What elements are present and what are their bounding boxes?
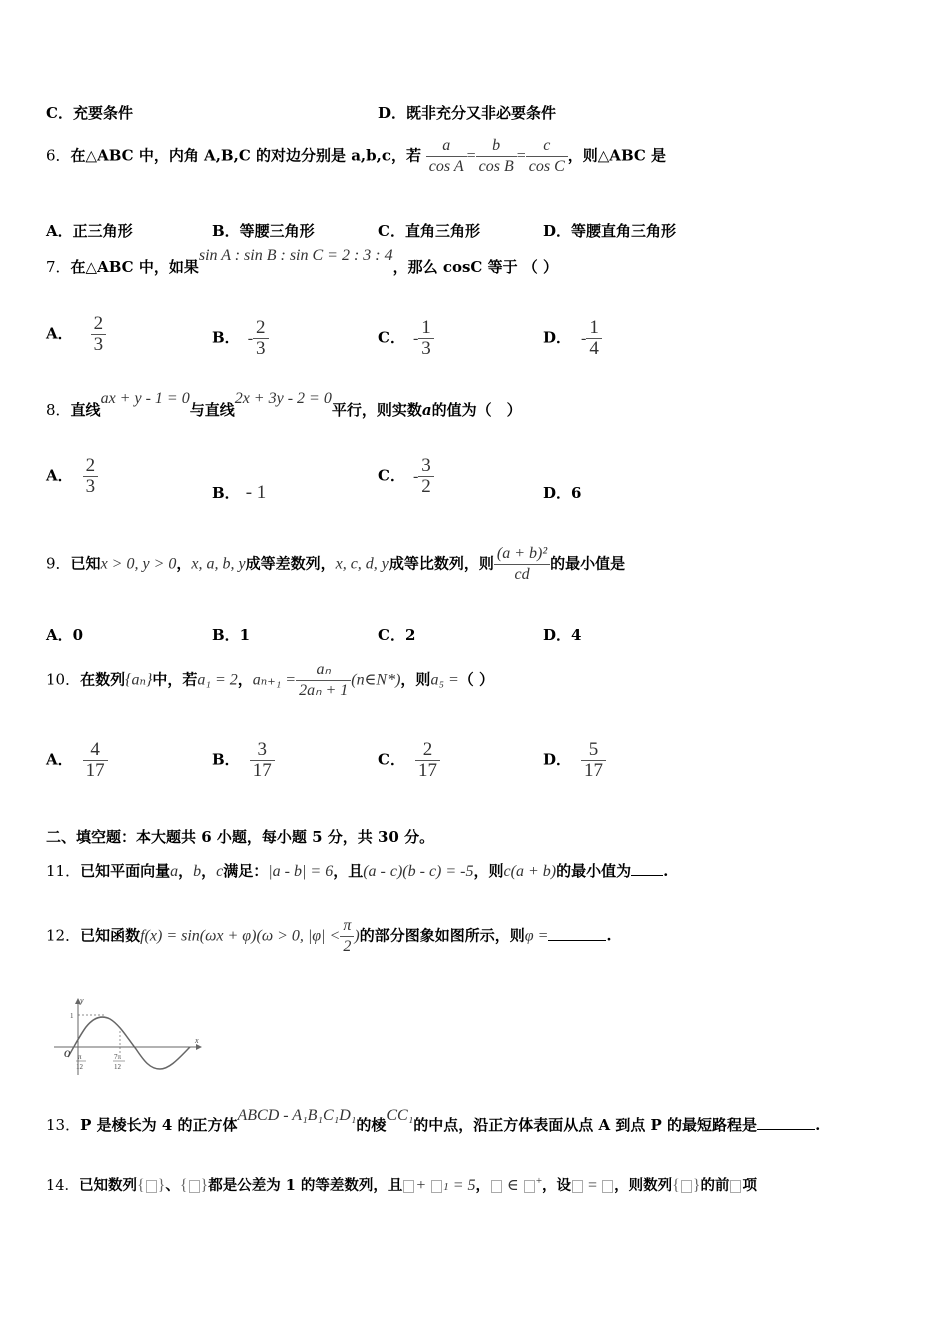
q12-answer-blank[interactable] bbox=[548, 940, 606, 941]
q8-option-b: B． - 1 bbox=[212, 482, 267, 503]
q10-option-a: A． $\frac{4}{17}$ bbox=[46, 740, 108, 781]
question-10: 10．在数列{aₙ}中，若a₁ = 2，aₙ₊₁ = $\frac{\text{aₙ}}{\text{2aₙ + 1}}$ (n∈N*)，则a₅ =（ ） bbox=[46, 661, 495, 699]
q9-option-b: B．1 bbox=[212, 626, 251, 644]
question-14: 14．已知数列{ }、{ }都是公差为 1 的等差数列，且 + 1 = 5， ∈ +，设 = ，则数列{ }的前 项 bbox=[46, 1175, 757, 1194]
q6-frac-a: $\frac{a}{\text{cos A}}$ bbox=[426, 136, 467, 177]
graph-y-label: y bbox=[80, 996, 84, 1005]
question-7: 7．在△ABC 中，如果sin A : sin B : sin C = 2 : 3 : 4，那么 cosC 等于 （ ） bbox=[46, 247, 559, 276]
question-11: 11．已知平面向量a，b，c满足：|a - b| = 6，且(a - c)(b - c) = -5，则c(a + b)的最小值为 . bbox=[46, 862, 669, 880]
q10-option-b: B． $\frac{3}{17}$ bbox=[212, 740, 275, 781]
q8-option-d: D．6 bbox=[543, 484, 582, 502]
q11-answer-blank[interactable] bbox=[631, 875, 663, 876]
q7-option-c: C． - $\frac{1}{3}$ bbox=[378, 318, 434, 359]
q7-option-d: D． - $\frac{1}{4}$ bbox=[543, 318, 602, 359]
question-6: 6．在△ABC 中，内角 A,B,C 的对边分别是 a,b,c，若 $\frac{a}{\text{cos A}}$ = $\frac{b}{\text{cos B}}$ = $\frac{c}{\text{cos C}}$ ，则△ABC 是 bbox=[46, 137, 667, 175]
q6-option-a: A．正三角形 bbox=[46, 222, 133, 240]
question-8: 8．直线ax + y - 1 = 0与直线2x + 3y - 2 = 0平行，则实数a的值为（ ） bbox=[46, 390, 522, 419]
q8-option-a: A． $\frac{2}{3}$ bbox=[46, 456, 98, 497]
q10-option-d: D． $\frac{5}{17}$ bbox=[543, 740, 606, 781]
question-13: 13．P 是棱长为 4 的正方体ABCD - A₁B₁C₁D₁的棱CC₁的中点，沿正方体表面从点 A 到点 P 的最短路程是 . bbox=[46, 1107, 821, 1134]
graph-origin-label: O bbox=[64, 1049, 71, 1059]
graph-sine-curve bbox=[68, 1017, 190, 1069]
q7-formula: sin A : sin B : sin C = 2 : 3 : 4 bbox=[198, 247, 393, 264]
q13-answer-blank[interactable] bbox=[757, 1129, 815, 1130]
q12-sine-graph bbox=[50, 995, 205, 1077]
q7-option-a: A． $\frac{2}{3}$ bbox=[46, 314, 106, 355]
q9-option-d: D．4 bbox=[543, 626, 582, 644]
question-12: 12．已知函数f(x) = sin(ωx + φ)(ω > 0, |φ| < $\frac{\pi}{2}$ )的部分图象如图所示，则φ = . bbox=[46, 917, 612, 955]
graph-x-label: x bbox=[195, 1036, 199, 1045]
question-9: 9．已知x > 0, y > 0，x, a, b, y成等差数列，x, c, d, y成等比数列，则 $\frac{\text{(a + b)²}}{cd}$ 的最小值是 bbox=[46, 545, 626, 583]
q6-option-c: C．直角三角形 bbox=[378, 222, 480, 240]
graph-t1-den: 12 bbox=[76, 1063, 83, 1071]
q6-option-b: B．等腰三角形 bbox=[212, 222, 315, 240]
q9-option-c: C．2 bbox=[378, 626, 416, 644]
q5-option-c: C．充要条件 bbox=[46, 104, 133, 122]
q6-frac-b: $\frac{b}{\text{cos B}}$ bbox=[476, 136, 517, 177]
q9-option-a: A．0 bbox=[46, 626, 84, 644]
graph-t2-num: 7π bbox=[114, 1053, 122, 1061]
graph-t1-num: π bbox=[78, 1053, 82, 1061]
q6-option-d: D．等腰直角三角形 bbox=[543, 222, 677, 240]
q8-option-c: C． - $\frac{3}{2}$ bbox=[378, 456, 434, 497]
graph-one-label: 1 bbox=[70, 1012, 74, 1020]
graph-t2-den: 12 bbox=[114, 1063, 121, 1071]
q6-frac-c: $\frac{c}{\text{cos C}}$ bbox=[526, 136, 568, 177]
q7-option-b: B． - $\frac{2}{3}$ bbox=[212, 318, 269, 359]
q5-option-d: D．既非充分又非必要条件 bbox=[378, 104, 557, 122]
section-2-heading: 二、填空题：本大题共 6 小题，每小题 5 分，共 30 分。 bbox=[46, 828, 435, 846]
q10-option-c: C． $\frac{2}{17}$ bbox=[378, 740, 440, 781]
